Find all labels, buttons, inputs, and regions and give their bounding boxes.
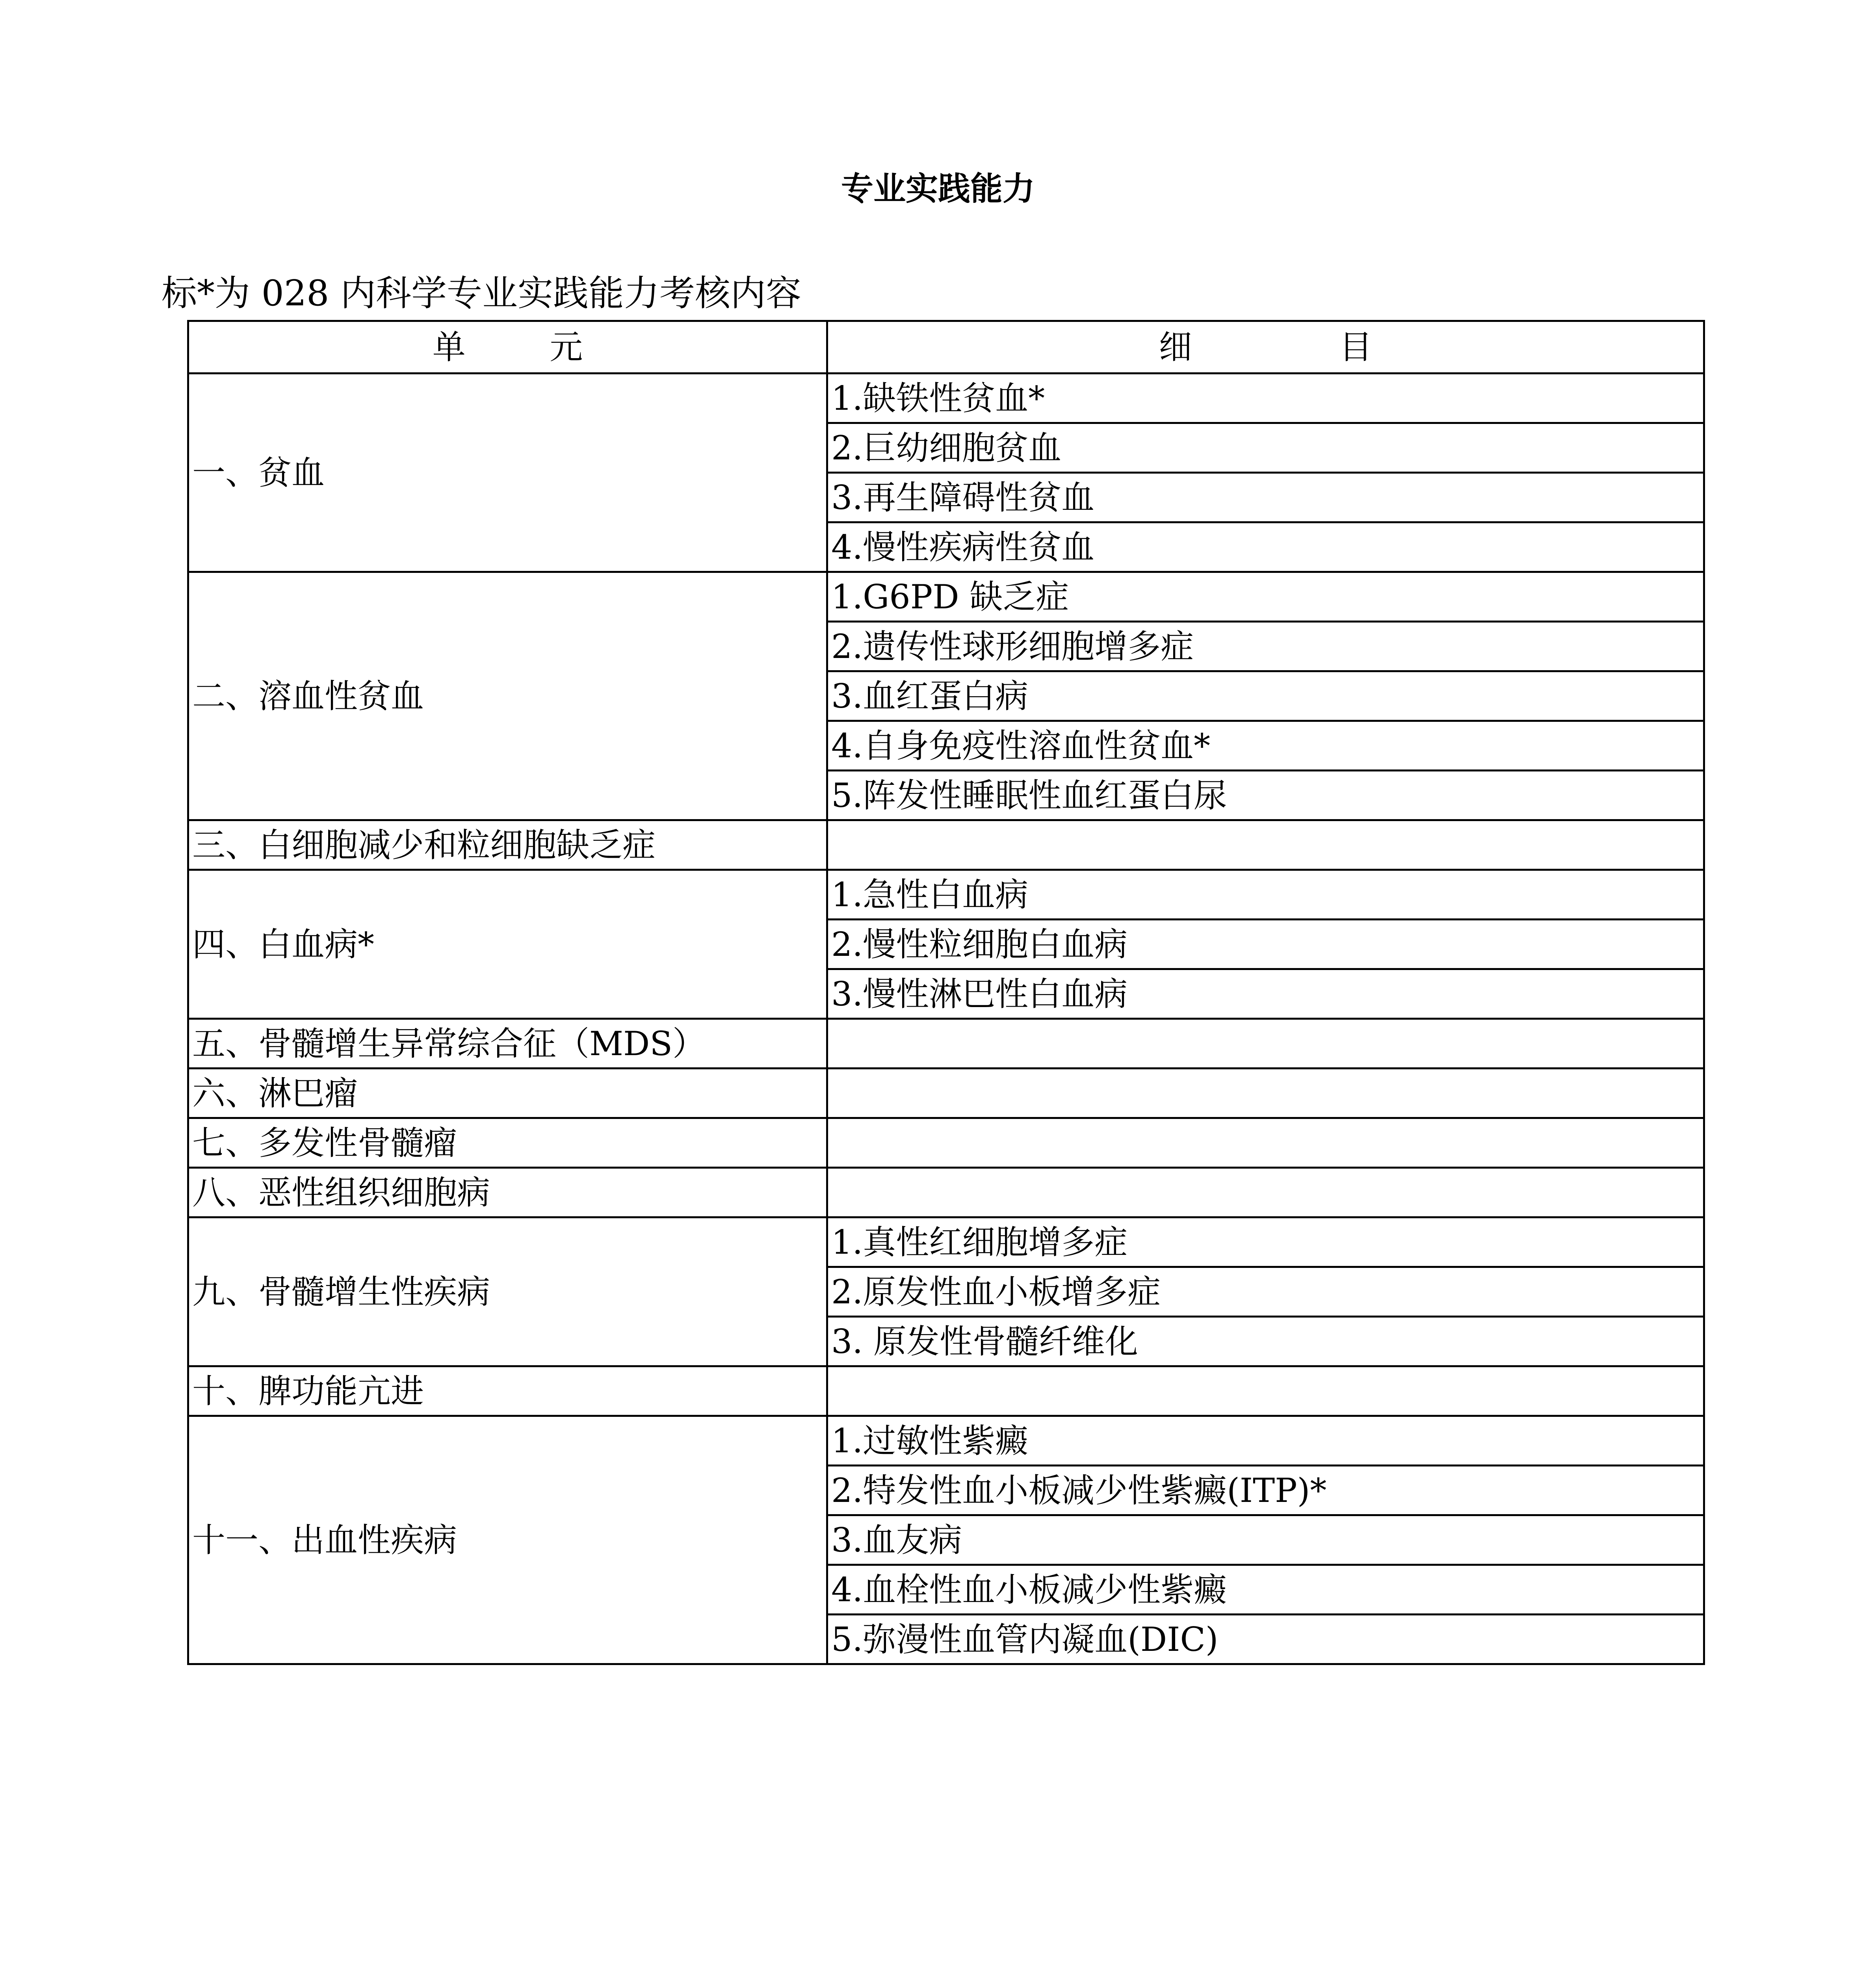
item-cell: 1.G6PD 缺乏症 <box>827 572 1704 622</box>
item-cell: 1.过敏性紫癜 <box>827 1416 1704 1466</box>
item-cell: 3. 原发性骨髓纤维化 <box>827 1317 1704 1366</box>
item-cell <box>827 1168 1704 1217</box>
item-cell <box>827 820 1704 870</box>
item-cell: 4.血栓性血小板减少性紫癜 <box>827 1565 1704 1615</box>
unit-cell: 八、恶性组织细胞病 <box>188 1168 827 1217</box>
table-body <box>188 374 1704 1664</box>
item-cell: 2.原发性血小板增多症 <box>827 1267 1704 1317</box>
item-cell: 4.慢性疾病性贫血 <box>827 522 1704 572</box>
unit-cell: 五、骨髓增生异常综合征（MDS） <box>188 1019 827 1069</box>
unit-cell: 七、多发性骨髓瘤 <box>188 1118 827 1168</box>
table-row <box>188 820 1704 870</box>
table-row <box>188 1069 1704 1118</box>
item-cell <box>827 1366 1704 1416</box>
table-row <box>188 1118 1704 1168</box>
table-row <box>188 1217 1704 1267</box>
item-cell: 3.血友病 <box>827 1515 1704 1565</box>
page-title: 专业实践能力 <box>841 170 1035 208</box>
unit-cell: 二、溶血性贫血 <box>188 572 827 820</box>
item-cell: 3.血红蛋白病 <box>827 671 1704 721</box>
table-caption: 标*为 028 内科学专业实践能力考核内容 <box>162 273 801 314</box>
unit-cell: 十一、出血性疾病 <box>188 1416 827 1664</box>
item-cell: 2.特发性血小板减少性紫癜(ITP)* <box>827 1466 1704 1515</box>
unit-cell: 四、白血病* <box>188 870 827 1019</box>
table-row <box>188 1416 1704 1466</box>
table-row <box>188 1366 1704 1416</box>
item-cell: 2.遗传性球形细胞增多症 <box>827 622 1704 671</box>
unit-column-header: 单 元 <box>188 321 827 374</box>
table-row <box>188 870 1704 920</box>
unit-cell: 三、白细胞减少和粒细胞缺乏症 <box>188 820 827 870</box>
table-row <box>188 572 1704 622</box>
item-cell: 2.巨幼细胞贫血 <box>827 423 1704 473</box>
item-cell: 3.慢性淋巴性白血病 <box>827 969 1704 1019</box>
item-cell <box>827 1118 1704 1168</box>
item-cell <box>827 1019 1704 1069</box>
item-cell: 1.急性白血病 <box>827 870 1704 920</box>
syllabus-table <box>187 320 1705 1665</box>
item-cell: 4.自身免疫性溶血性贫血* <box>827 721 1704 771</box>
item-cell: 3.再生障碍性贫血 <box>827 473 1704 522</box>
item-cell: 5.阵发性睡眠性血红蛋白尿 <box>827 771 1704 820</box>
item-cell: 5.弥漫性血管内凝血(DIC) <box>827 1615 1704 1664</box>
table-row <box>188 1019 1704 1069</box>
unit-cell: 十、脾功能亢进 <box>188 1366 827 1416</box>
item-cell: 1.真性红细胞增多症 <box>827 1217 1704 1267</box>
table-row <box>188 1168 1704 1217</box>
item-column-header: 细 目 <box>827 321 1704 374</box>
unit-cell: 六、淋巴瘤 <box>188 1069 827 1118</box>
item-cell <box>827 1069 1704 1118</box>
table-header-row <box>188 321 1704 374</box>
item-cell: 2.慢性粒细胞白血病 <box>827 920 1704 969</box>
unit-cell: 一、贫血 <box>188 374 827 572</box>
table-row <box>188 374 1704 423</box>
item-cell: 1.缺铁性贫血* <box>827 374 1704 423</box>
unit-cell: 九、骨髓增生性疾病 <box>188 1217 827 1366</box>
